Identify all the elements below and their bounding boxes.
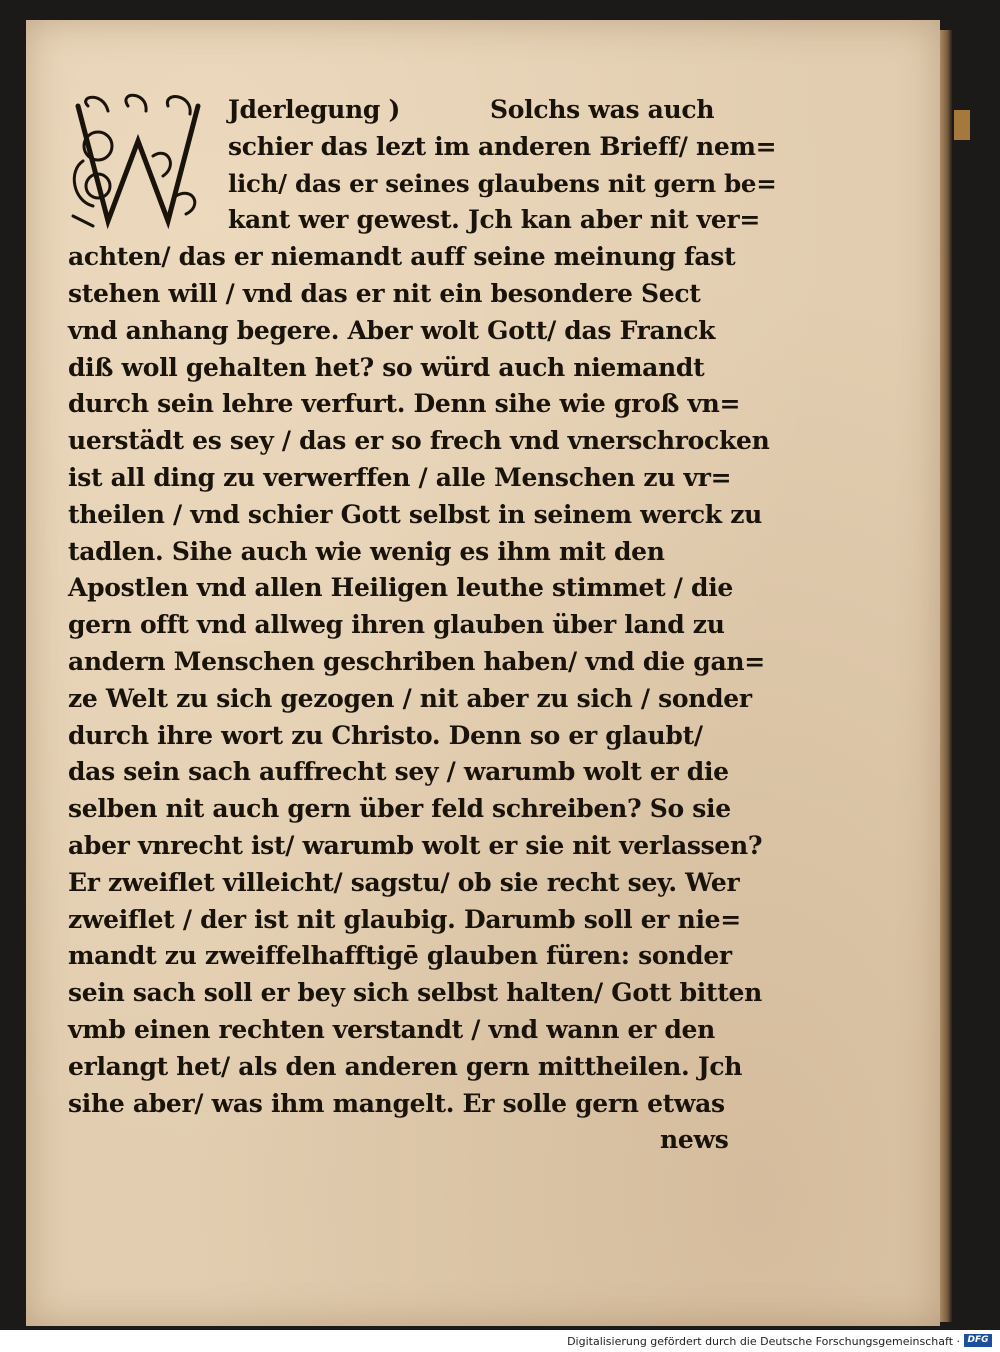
text-line: lich/ das er seines glaubens nit gern be= [228, 168, 777, 198]
text-line: Er zweiflet villeicht/ sagstu/ ob sie recht sey. Wer [68, 867, 740, 897]
text-line: sihe aber/ was ihm mangelt. Er solle gern etwas [68, 1088, 725, 1118]
text-line: vnd anhang begere. Aber wolt Gott/ das Franck [68, 315, 716, 345]
text-line: erlangt het/ als den anderen gern mittheilen. Jch [68, 1051, 743, 1081]
tab-marker [954, 110, 970, 140]
text-line: vmb einen rechten verstandt / vnd wann er den [68, 1014, 716, 1044]
text-line: kant wer gewest. Jch kan aber nit ver= [228, 205, 760, 235]
text-line: diß woll gehalten het? so würd auch niemandt [68, 352, 705, 382]
text-line: ist all ding zu verwerffen / alle Menschen zu vr= [68, 462, 732, 492]
text-line: theilen / vnd schier Gott selbst in seinem werck zu [68, 499, 763, 529]
text-line: tadlen. Sihe auch wie wenig es ihm mit den [68, 536, 665, 566]
dfg-logo[interactable]: DFG [964, 1334, 992, 1347]
text-line: aber vnrecht ist/ warumb wolt er sie nit verlassen? [68, 830, 763, 860]
text-line: uerstädt es sey / das er so frech vnd vnerschrocken [68, 426, 770, 456]
text-line: das sein sach auffrecht sey / warumb wolt er die [68, 757, 729, 787]
heading-fragment: Jderlegung ) [228, 95, 401, 124]
text-line: andern Menschen geschriben haben/ vnd die gan= [68, 646, 765, 676]
text-line: selben nit auch gern über feld schreiben? So sie [68, 794, 731, 824]
funding-notice: Digitalisierung gefördert durch die Deutsche Forschungsgemeinschaft · [567, 1335, 960, 1348]
text-line: stehen will / vnd das er nit ein besondere Sect [68, 278, 701, 308]
text-line: gern offt vnd allweg ihren glauben über land zu [68, 610, 725, 640]
text-line: schier das lezt im anderen Brieff/ nem= [228, 131, 777, 161]
text-line: mandt zu zweiffelhafftigē glauben füren: sonder [68, 941, 732, 971]
main-text [68, 92, 778, 1159]
text-line: sein sach soll er bey sich selbst halten/ Gott bitten [68, 978, 762, 1008]
footer-bar [0, 1330, 1000, 1352]
heading-continuation: Solchs was auch [490, 95, 715, 124]
catchword: news [660, 1125, 729, 1155]
text-line: ze Welt zu sich gezogen / nit aber zu sich / sonder [68, 683, 752, 713]
text-line: Apostlen vnd allen Heiligen leuthe stimmet / die [68, 573, 734, 603]
text-line: achten/ das er niemandt auff seine meinung fast [68, 242, 736, 272]
book-edge [940, 30, 952, 1322]
text-line: zweiflet / der ist nit glaubig. Darumb soll er nie= [68, 904, 741, 934]
text-line: durch ihre wort zu Christo. Denn so er glaubt/ [68, 720, 703, 750]
text-line [68, 92, 778, 129]
text-line: durch sein lehre verfurt. Denn sihe wie groß vn= [68, 389, 741, 419]
